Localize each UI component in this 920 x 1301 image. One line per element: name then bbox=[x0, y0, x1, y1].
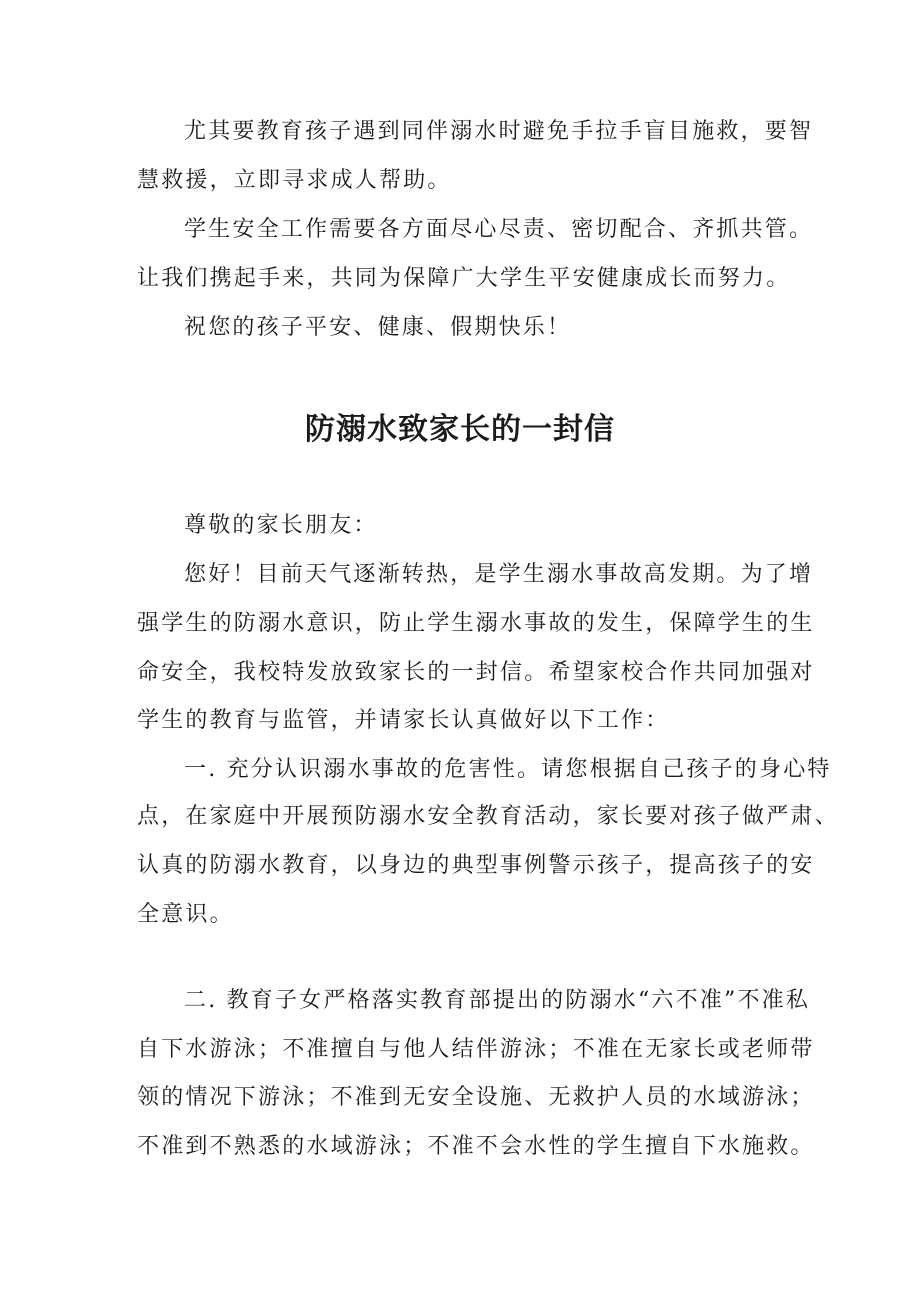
item1-line2: 点，在家庭中开展预防溺水安全教育活动，家长要对孩子做严肃、 bbox=[137, 804, 839, 829]
prev-closing: 祝您的孩子平安、健康、假期快乐！ bbox=[184, 315, 572, 340]
prev-para1-line1: 尤其要教育孩子遇到同伴溺水时避免手拉手盲目施救，要智 bbox=[184, 119, 814, 144]
item2-line3: 领的情况下游泳；不准到无安全设施、无救护人员的水域游泳； bbox=[137, 1085, 815, 1110]
intro-line3: 命安全，我校特发放致家长的一封信。希望家校合作共同加强对 bbox=[137, 660, 815, 685]
item2-line4: 不准到不熟悉的水域游泳；不准不会水性的学生擅自下水施救。 bbox=[137, 1134, 815, 1159]
item1-line3: 认真的防溺水教育，以身边的典型事例警示孩子，提高孩子的安 bbox=[137, 853, 815, 878]
intro-line4: 学生的教育与监管，并请家长认真做好以下工作： bbox=[137, 708, 670, 733]
intro-line2: 强学生的防溺水意识，防止学生溺水事故的发生，保障学生的生 bbox=[137, 611, 815, 636]
prev-para2-line1: 学生安全工作需要各方面尽心尽责、密切配合、齐抓共管。 bbox=[184, 217, 814, 242]
prev-para2-line2: 让我们携起手来，共同为保障广大学生平安健康成长而努力。 bbox=[137, 266, 791, 291]
item2-line1: 二. 教育子女严格落实教育部提出的防溺水“六不准”不准私 bbox=[184, 988, 811, 1013]
item1-line1: 一. 充分认识溺水事故的危害性。请您根据自己孩子的身心特 bbox=[184, 757, 832, 782]
prev-para1-line2: 慧救援，立即寻求成人帮助。 bbox=[137, 168, 452, 193]
intro-line1: 您好！目前天气逐渐转热，是学生溺水事故高发期。为了增 bbox=[184, 562, 814, 587]
item2-line2: 自下水游泳；不准擅自与他人结伴游泳；不准在无家长或老师带 bbox=[137, 1037, 815, 1062]
letter-title: 防溺水致家长的一封信 bbox=[305, 412, 615, 447]
salutation: 尊敬的家长朋友： bbox=[184, 513, 378, 538]
item1-line4: 全意识。 bbox=[137, 902, 234, 927]
